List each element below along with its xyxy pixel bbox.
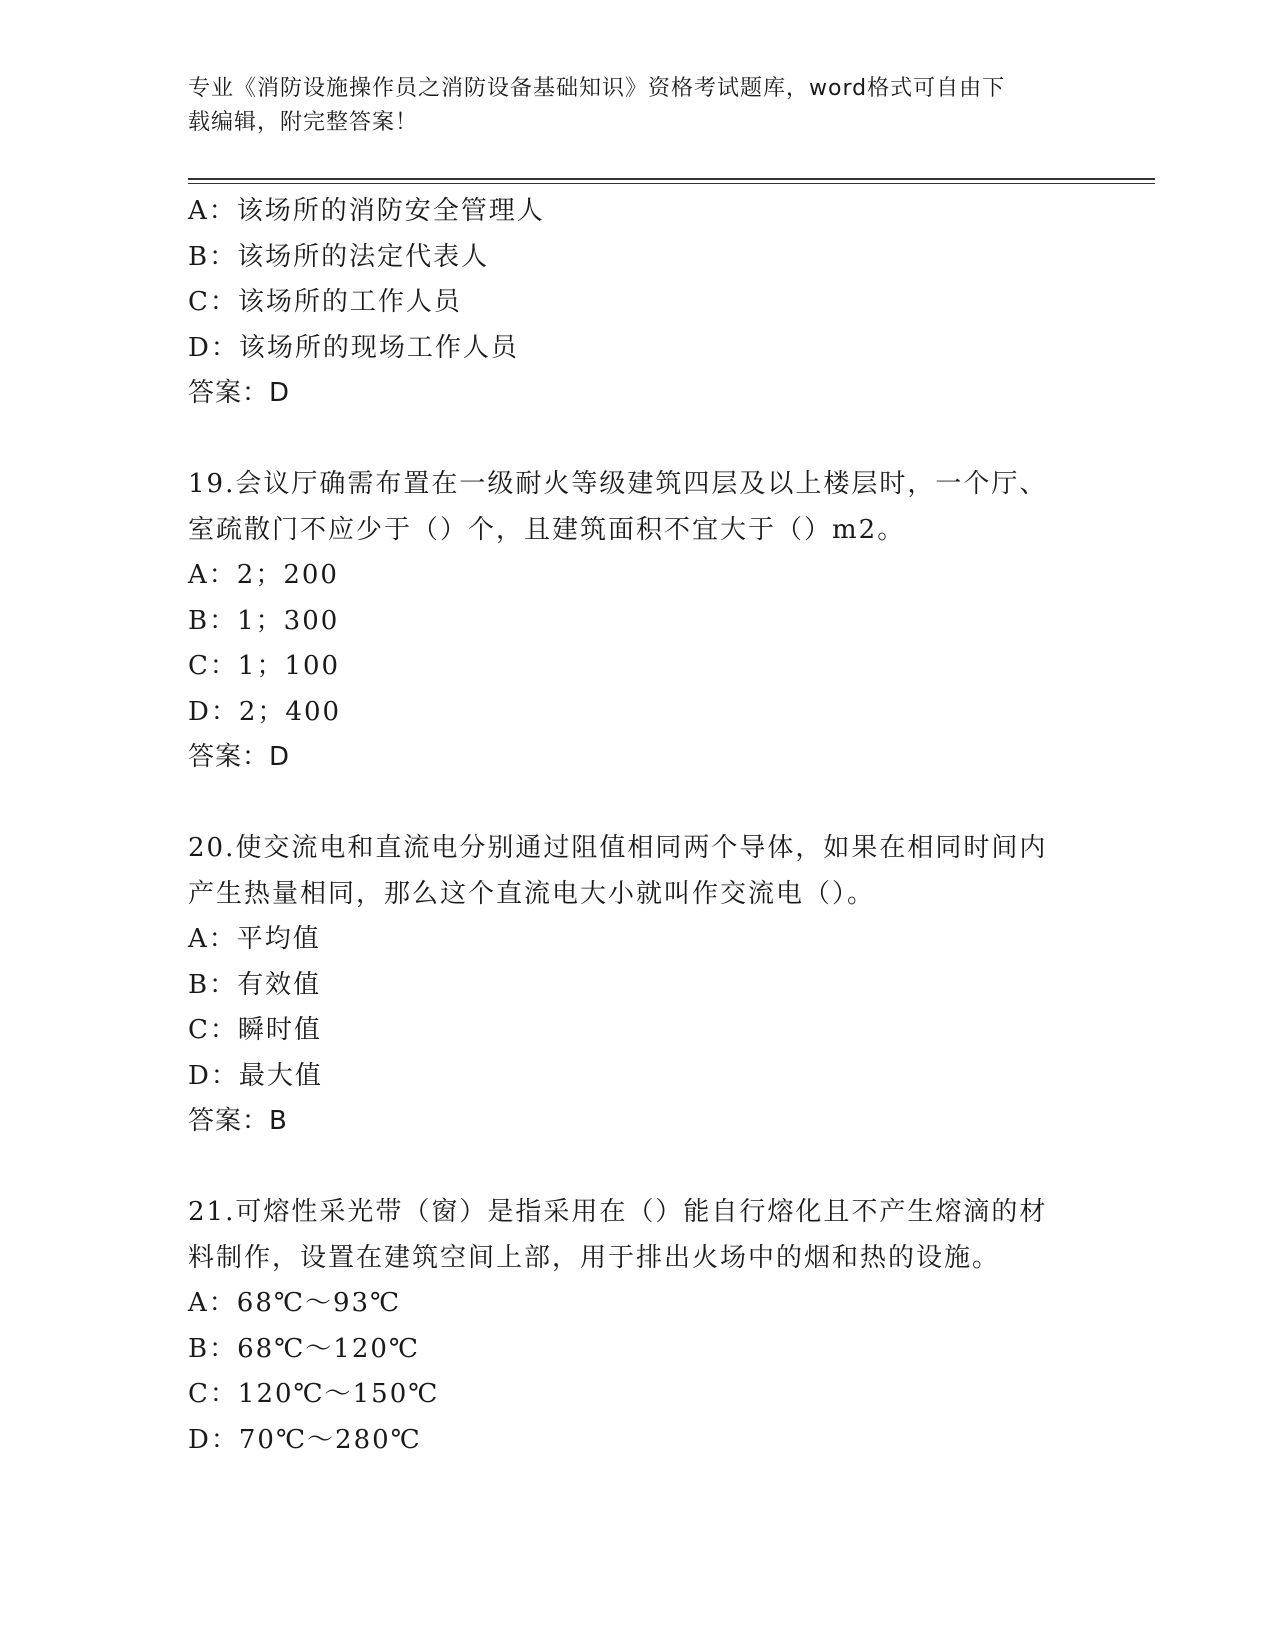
header-divider (188, 178, 1155, 184)
option-b: B：该场所的法定代表人 (188, 241, 490, 272)
carryover-question (188, 189, 1088, 417)
question-20 (188, 826, 1088, 1145)
question-stem-line: 20.使交流电和直流电分别通过阻值相同两个导体，如果在相同时间内 (188, 833, 1048, 863)
option-b: B：有效值 (188, 969, 322, 1000)
option-a: A：该场所的消防安全管理人 (188, 196, 545, 226)
question-stem-line: 21.可熔性采光带（窗）是指采用在（）能自行熔化且不产生熔滴的材 (188, 1197, 1048, 1227)
option-a: A：平均值 (188, 924, 321, 954)
option-b: B：68℃～120℃ (188, 1333, 420, 1364)
question-19 (188, 462, 1088, 781)
spacer (188, 417, 1088, 463)
document-header (188, 72, 1078, 140)
option-a: A：2；200 (188, 560, 339, 590)
option-b: B：1；300 (188, 605, 340, 636)
option-c: C：该场所的工作人员 (188, 287, 462, 317)
question-stem-line: 室疏散门不应少于（）个，且建筑面积不宜大于（）m2。 (188, 514, 906, 545)
header-line-1: 专业《消防设施操作员之消防设备基础知识》资格考试题库，word格式可自由下 (188, 76, 1006, 101)
header-line-2: 载编辑，附完整答案！ (188, 110, 419, 135)
spacer (188, 1145, 1088, 1191)
question-stem-line: 料制作，设置在建筑空间上部，用于排出火场中的烟和热的设施。 (188, 1242, 1001, 1273)
option-d: D：2；400 (188, 696, 342, 727)
answer-line: 答案：B (188, 1106, 288, 1136)
answer-line: 答案：D (188, 378, 291, 408)
question-21 (188, 1190, 1088, 1463)
option-a: A：68℃～93℃ (188, 1288, 402, 1318)
option-c: C：120℃～150℃ (188, 1379, 440, 1409)
option-c: C：1；100 (188, 651, 341, 681)
answer-line: 答案：D (188, 742, 291, 772)
spacer (188, 781, 1088, 827)
option-d: D：70℃～280℃ (188, 1424, 422, 1455)
document-body (188, 189, 1088, 1463)
question-stem-line: 产生热量相同，那么这个直流电大小就叫作交流电（）。 (188, 878, 876, 909)
option-c: C：瞬时值 (188, 1015, 322, 1045)
option-d: D：最大值 (188, 1060, 323, 1091)
question-stem-line: 19.会议厅确需布置在一级耐火等级建筑四层及以上楼层时，一个厅、 (188, 469, 1048, 499)
option-d: D：该场所的现场工作人员 (188, 332, 519, 363)
